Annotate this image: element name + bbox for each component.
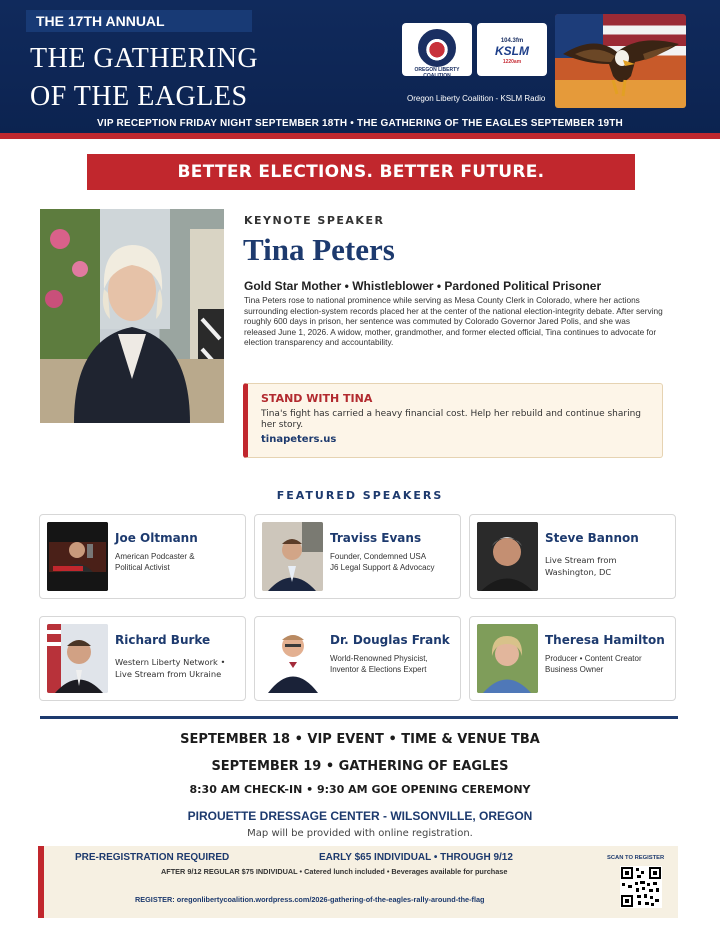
event-title-line1: THE GATHERING <box>30 43 259 74</box>
coalition-seal-icon <box>418 29 456 67</box>
keynote-speaker-photo <box>40 209 224 423</box>
speaker-card-theresa-hamilton <box>469 616 676 701</box>
header-red-rule <box>0 133 720 139</box>
speaker-desc-line1: American Podcaster & <box>115 552 195 561</box>
annual-label: THE 17TH ANNUAL <box>26 10 252 32</box>
early-price: EARLY $65 INDIVIDUAL • THROUGH 9/12 <box>319 852 513 863</box>
event-title-line2: OF THE EAGLES <box>30 81 248 112</box>
keynote-name: Tina Peters <box>243 232 395 267</box>
stand-heading: STAND WITH TINA <box>261 392 373 405</box>
regular-price-details: AFTER 9/12 REGULAR $75 INDIVIDUAL • Catered lunch included • Beverages available for purchase <box>161 867 508 876</box>
oregon-liberty-coalition-logo <box>402 23 472 79</box>
preregistration-required: PRE-REGISTRATION REQUIRED <box>75 852 230 863</box>
tina-website-link[interactable]: tinapeters.us <box>261 434 337 445</box>
theresa-hamilton-photo <box>477 624 538 693</box>
keynote-subtitle: Gold Star Mother • Whistleblower • Pardoned Political Prisoner <box>244 279 602 293</box>
registration-box <box>38 846 678 918</box>
venue-line: PIROUETTE DRESSAGE CENTER - WILSONVILLE, OREGON <box>187 809 533 823</box>
speaker-description <box>330 653 458 675</box>
kslm-am: 1220am <box>502 59 522 65</box>
speaker-description <box>545 555 673 578</box>
kslm-frequency: 104.3fm <box>500 38 524 44</box>
section-divider <box>40 716 678 719</box>
featured-speakers-heading: FEATURED SPEAKERS <box>276 489 444 502</box>
kslm-radio-logo <box>477 23 547 76</box>
keynote-bio: Tina Peters rose to national prominence while serving as Mesa County Clerk in Colorado, where her actions surrounding election-system records placed her at the center of the national election-integrity debate. After serving roughly 600 days in prison, her sentence was commuted by Colorado Governor Jared Polis, and she was released June 1, 2026. A widow, mother, grandmother, and former elected official, Tina continues to advocate for election transparency and accountability. <box>244 295 663 347</box>
speaker-name: Joe Oltmann <box>115 531 198 545</box>
speaker-card-steve-bannon <box>469 514 676 599</box>
speaker-card-joe-oltmann <box>39 514 246 599</box>
event-line-sept-18: SEPTEMBER 18 • VIP EVENT • TIME & VENUE TBA <box>180 732 540 747</box>
speaker-description <box>545 653 673 675</box>
joe-oltmann-photo <box>47 522 108 591</box>
speaker-desc-line2: J6 Legal Support & Advocacy <box>330 563 435 572</box>
speaker-card-douglas-frank <box>254 616 461 701</box>
speaker-desc-line1: Live Stream from <box>545 555 617 565</box>
speaker-desc-line1: Western Liberty Network • <box>115 657 226 667</box>
speaker-name: Traviss Evans <box>330 531 422 545</box>
map-note: Map will be provided with online registration. <box>247 828 473 839</box>
douglas-frank-photo <box>262 624 323 693</box>
speaker-desc-line2: Political Activist <box>115 563 170 572</box>
speaker-desc-line2: Washington, DC <box>545 566 612 577</box>
kslm-name: KSLM <box>495 44 529 58</box>
speaker-description <box>115 657 243 680</box>
eagle-flag-image <box>555 14 686 108</box>
traviss-evans-photo <box>262 522 323 591</box>
speaker-card-richard-burke <box>39 616 246 701</box>
speaker-description <box>115 551 243 573</box>
stand-with-tina-callout <box>243 383 663 458</box>
speaker-name: Steve Bannon <box>545 531 639 545</box>
sponsor-line: Oregon Liberty Coalition - KSLM Radio <box>407 94 546 103</box>
event-schedule-line: 8:30 AM CHECK-IN • 9:30 AM GOE OPENING CEREMONY <box>189 783 531 796</box>
coalition-logo-text: OREGON LIBERTY COALITION <box>414 67 460 79</box>
speaker-desc-line1: Producer • Content Creator <box>545 654 642 663</box>
speaker-desc-line2: Business Owner <box>545 665 604 674</box>
speaker-desc-line2: Live Stream from Ukraine <box>115 668 222 679</box>
speaker-name: Theresa Hamilton <box>545 633 665 647</box>
speaker-name: Dr. Douglas Frank <box>330 633 450 647</box>
event-line-sept-19: SEPTEMBER 19 • GATHERING OF EAGLES <box>211 759 509 774</box>
speaker-desc-line1: World-Renowned Physicist, <box>330 654 428 663</box>
speaker-card-traviss-evans <box>254 514 461 599</box>
speaker-description <box>330 551 458 573</box>
speaker-name: Richard Burke <box>115 633 211 647</box>
event-dates-line: VIP RECEPTION FRIDAY NIGHT SEPTEMBER 18TH • THE GATHERING OF THE EAGLES SEPTEMBER 19TH <box>97 118 623 129</box>
speaker-desc-line1: Founder, Condemned USA <box>330 552 427 561</box>
richard-burke-photo <box>47 624 108 693</box>
keynote-label: KEYNOTE SPEAKER <box>244 214 385 227</box>
scan-to-register-label: SCAN TO REGISTER <box>607 855 665 861</box>
stand-text: Tina's fight has carried a heavy financial cost. Help her rebuild and continue sharing her story. <box>261 409 642 430</box>
qr-code-icon[interactable] <box>620 866 662 908</box>
registration-link[interactable]: REGISTER: oregonlibertycoalition.wordpress.com/2026-gathering-of-the-eagles-rally-around-the-flag <box>135 895 485 904</box>
header-banner <box>0 0 720 134</box>
speaker-desc-line2: Inventor & Elections Expert <box>330 665 427 674</box>
steve-bannon-photo <box>477 522 538 591</box>
tagline-banner: BETTER ELECTIONS. BETTER FUTURE. <box>87 154 635 190</box>
event-title <box>30 40 258 116</box>
